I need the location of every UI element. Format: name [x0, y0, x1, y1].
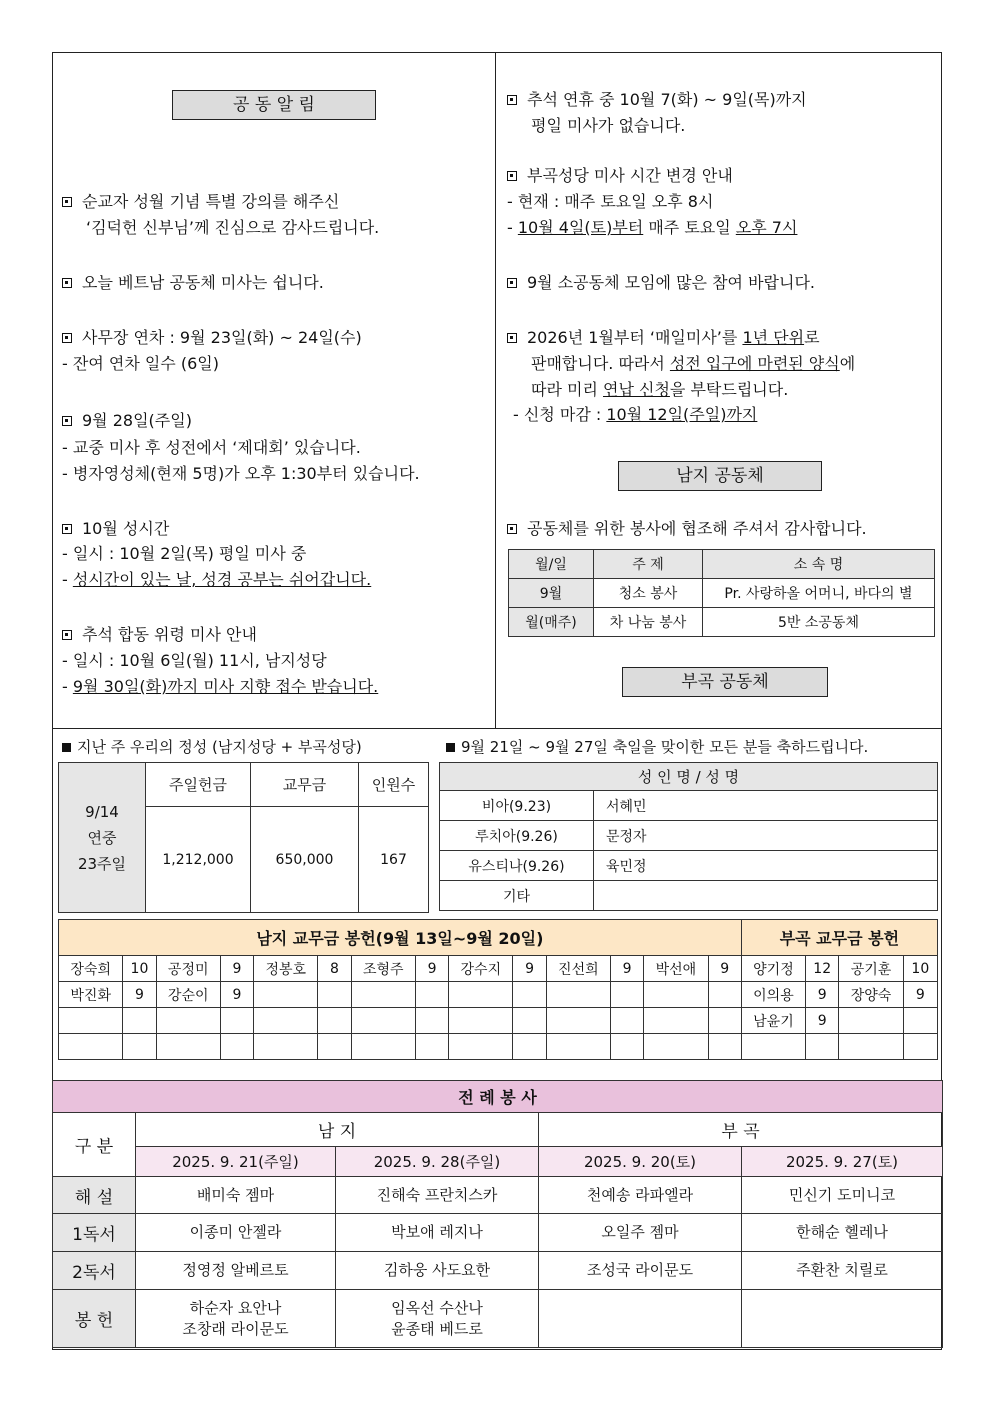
table-row: [440, 791, 938, 821]
dues-count: [611, 1034, 644, 1060]
liturgy-assignee: [336, 1214, 539, 1252]
bugok-dues-title: 부곡 교무금 봉헌: [741, 920, 937, 956]
table-row: [509, 579, 935, 608]
filled-square-icon: [446, 743, 455, 752]
section-divider: [52, 728, 942, 729]
offering-date: 9/14 연중 23주일: [59, 763, 146, 913]
liturgy-date: 2025. 9. 21(주일): [136, 1147, 336, 1177]
liturgy-assignee-name: 조창래 라이문도: [182, 1319, 289, 1338]
dues-count: 9: [123, 982, 156, 1008]
notice-sept28-sub1: - 교중 미사 후 성전에서 ‘제대회’ 있습니다.: [62, 438, 361, 457]
dues-count: 9: [220, 982, 253, 1008]
dues-name: [839, 1008, 903, 1034]
liturgy-assignee: [136, 1290, 336, 1348]
dues-count: 8: [318, 956, 351, 982]
liturgy-assignee-name: 정영정 알베르토: [182, 1261, 289, 1279]
liturgy-role-label: 1독서: [53, 1214, 136, 1252]
dues-count: [708, 1008, 741, 1034]
liturgy-role-label: 해 설: [53, 1177, 136, 1214]
table-row: [53, 1290, 943, 1348]
notice-requiem: 추석 합동 위령 미사 안내: [62, 625, 257, 645]
notice-leave: 사무장 연차 : 9월 23일(화) ~ 24일(수): [62, 328, 362, 348]
bugok-community-title: 부곡 공동체: [622, 667, 828, 697]
service-header-group: 소 속 명: [703, 550, 935, 579]
offering-table: [58, 762, 429, 913]
notice-sept28-sub2: - 병자영성체(현재 5명)가 오후 1:30부터 있습니다.: [62, 464, 420, 483]
dues-name: [644, 1008, 708, 1034]
service-header-date: 월/일: [509, 550, 594, 579]
liturgy-assignee-name: 한해순 헬레나: [796, 1223, 888, 1241]
dues-name: [644, 982, 708, 1008]
feast-header: 성 인 명 / 성 명: [440, 763, 938, 791]
liturgy-bugok-header: 부 곡: [539, 1113, 943, 1147]
liturgy-assignee-name: 민신기 도미니코: [788, 1185, 896, 1204]
dues-name: [741, 1034, 805, 1060]
notice-daily-missal-line3: 따라 미리 연납 신청을 부탁드립니다.: [531, 380, 789, 399]
offering-count-value: 167: [359, 807, 429, 913]
dues-name: [449, 982, 513, 1008]
dues-count: [903, 1008, 937, 1034]
liturgy-assignee-name: 주환찬 치릴로: [796, 1261, 888, 1279]
liturgy-date: 2025. 9. 20(토): [539, 1147, 742, 1177]
service-topic: 청소 봉사: [594, 579, 703, 608]
dues-count: [513, 1034, 546, 1060]
table-row: [440, 881, 938, 911]
dues-name: 장숙희: [59, 956, 123, 982]
dues-count: [513, 982, 546, 1008]
liturgy-title: 전 례 봉 사: [53, 1081, 943, 1113]
namji-thanks-note: 공동체를 위한 봉사에 협조해 주셔서 감사합니다.: [507, 519, 867, 539]
table-row: [440, 821, 938, 851]
square-bullet-icon: [62, 197, 72, 207]
liturgy-assignee: [136, 1252, 336, 1290]
liturgy-assignee: [539, 1252, 742, 1290]
dues-count: [806, 1034, 839, 1060]
liturgy-assignee: [336, 1252, 539, 1290]
liturgy-assignee: [539, 1290, 742, 1348]
liturgy-assignee: [136, 1214, 336, 1252]
liturgy-role-label: 2독서: [53, 1252, 136, 1290]
dues-count: [513, 1008, 546, 1034]
dues-count: [318, 1008, 351, 1034]
feast-heading: 9월 21일 ~ 9월 27일 축일을 맞이한 모든 분들 축하드립니다.: [446, 737, 868, 757]
liturgy-assignee-name: 배미숙 젬마: [196, 1185, 275, 1204]
dues-name: [351, 1008, 415, 1034]
liturgy-assignee-name: 윤종태 베드로: [391, 1319, 483, 1338]
dues-name: [254, 1008, 318, 1034]
table-row: [59, 956, 938, 982]
liturgy-table: [52, 1080, 943, 1348]
liturgy-assignee-name: 박보애 레지나: [391, 1223, 483, 1241]
dues-name: 남윤기: [741, 1008, 805, 1034]
filled-square-icon: [62, 743, 71, 752]
notice-holy-hour-sub1: - 일시 : 10월 2일(목) 평일 미사 중: [62, 544, 307, 563]
liturgy-assignee: [136, 1177, 336, 1214]
notice-chuseok-line2: 평일 미사가 없습니다.: [531, 116, 686, 135]
liturgy-assignee: [539, 1214, 742, 1252]
liturgy-assignee: [742, 1214, 943, 1252]
square-bullet-icon: [507, 333, 517, 343]
liturgy-assignee: [336, 1290, 539, 1348]
dues-name: 강수지: [449, 956, 513, 982]
notice-leave-sub: - 잔여 연차 일수 (6일): [62, 354, 219, 373]
dues-name: 장양숙: [839, 982, 903, 1008]
liturgy-assignee-name: 이종미 안젤라: [189, 1223, 282, 1241]
notice-daily-missal: 2026년 1월부터 ‘매일미사’를 1년 단위로: [507, 328, 820, 348]
liturgy-assignee-name: 천예송 라파엘라: [586, 1185, 694, 1204]
offering-sunday-value: 1,212,000: [146, 807, 251, 913]
dues-name: [351, 1034, 415, 1060]
square-bullet-icon: [62, 524, 72, 534]
feast-person: 육민정: [594, 851, 938, 881]
service-group: Pr. 사랑하올 어머니, 바다의 별: [703, 579, 935, 608]
table-row: [53, 1177, 943, 1214]
liturgy-assignee-name: 김하웅 사도요한: [383, 1261, 491, 1279]
dues-name: 강순이: [156, 982, 220, 1008]
dues-count: [708, 982, 741, 1008]
dues-count: 10: [903, 956, 937, 982]
dues-count: 9: [611, 956, 644, 982]
liturgy-assignee: [742, 1252, 943, 1290]
offering-dues-value: 650,000: [251, 807, 359, 913]
liturgy-assignee: [742, 1177, 943, 1214]
table-row: [509, 608, 935, 637]
dues-count: [123, 1034, 156, 1060]
feast-saint: 기타: [440, 881, 594, 911]
notice-vietnam: 오늘 베트남 공동체 미사는 쉽니다.: [62, 273, 324, 293]
dues-count: 10: [123, 956, 156, 982]
table-row: [53, 1214, 943, 1252]
namji-dues-title: 남지 교무금 봉헌(9월 13일~9월 20일): [59, 920, 742, 956]
service-date: 9월: [509, 579, 594, 608]
feast-saint: 비아(9.23): [440, 791, 594, 821]
dues-name: [254, 982, 318, 1008]
notice-daily-missal-deadline: - 신청 마감 : 10월 12일(주일)까지: [513, 405, 758, 424]
dues-count: [318, 982, 351, 1008]
feast-saint: 유스티나(9.26): [440, 851, 594, 881]
dues-count: 9: [806, 982, 839, 1008]
liturgy-date: 2025. 9. 27(토): [742, 1147, 943, 1177]
liturgy-assignee: [539, 1177, 742, 1214]
liturgy-assignee-name: 하순자 요안나: [189, 1298, 282, 1317]
dues-name: 양기정: [741, 956, 805, 982]
notice-lecture-line2: ‘김덕헌 신부님’께 진심으로 감사드립니다.: [86, 218, 380, 237]
offering-heading: 지난 주 우리의 정성 (남지성당 + 부곡성당): [62, 737, 362, 757]
notice-sept28: 9월 28일(주일): [62, 411, 192, 431]
notice-lecture: 순교자 성월 기념 특별 강의를 해주신: [62, 192, 339, 212]
liturgy-assignee-name: 진해숙 프란치스카: [376, 1185, 498, 1204]
notice-daily-missal-line2: 판매합니다. 따라서 성전 입구에 마련된 양식에: [531, 354, 856, 373]
dues-name: [546, 1008, 610, 1034]
feast-table: [439, 762, 938, 911]
square-bullet-icon: [507, 95, 517, 105]
dues-name: 박선애: [644, 956, 708, 982]
liturgy-role-label: 봉 헌: [53, 1290, 136, 1348]
dues-name: 공정미: [156, 956, 220, 982]
notice-bugok-mass-sub1: - 현재 : 매주 토요일 오후 8시: [507, 192, 714, 211]
dues-name: [839, 1034, 903, 1060]
liturgy-namji-header: 남 지: [136, 1113, 539, 1147]
square-bullet-icon: [62, 278, 72, 288]
dues-count: [611, 1008, 644, 1034]
liturgy-assignee-name: 오일주 젬마: [601, 1223, 679, 1241]
liturgy-assignee: [336, 1177, 539, 1214]
dues-count: 9: [806, 1008, 839, 1034]
column-divider: [495, 52, 496, 728]
table-row: [59, 1034, 938, 1060]
notice-chuseok: 추석 연휴 중 10월 7(화) ~ 9일(목)까지: [507, 90, 807, 110]
dues-name: 조형주: [351, 956, 415, 982]
table-row: [59, 1008, 938, 1034]
dues-name: 이의용: [741, 982, 805, 1008]
dues-name: [351, 982, 415, 1008]
square-bullet-icon: [507, 524, 517, 534]
dues-name: [254, 1034, 318, 1060]
common-notice-title: 공 동 알 림: [172, 90, 376, 120]
dues-count: [415, 1034, 448, 1060]
dues-count: 9: [220, 956, 253, 982]
service-date: 월(매주): [509, 608, 594, 637]
service-header-topic: 주 제: [594, 550, 703, 579]
liturgy-assignee-name: 임옥선 수산나: [391, 1298, 483, 1317]
table-row: [440, 851, 938, 881]
dues-count: [220, 1034, 253, 1060]
table-row: [53, 1252, 943, 1290]
dues-count: [708, 1034, 741, 1060]
dues-count: [220, 1008, 253, 1034]
notice-small-community: 9월 소공동체 모임에 많은 참여 바랍니다.: [507, 273, 815, 293]
offering-header-count: 인원수: [359, 763, 429, 807]
square-bullet-icon: [62, 333, 72, 343]
liturgy-gubun: 구 분: [53, 1113, 136, 1177]
service-topic: 차 나눔 봉사: [594, 608, 703, 637]
dues-count: [903, 1034, 937, 1060]
feast-saint: 루치아(9.26): [440, 821, 594, 851]
dues-name: [449, 1034, 513, 1060]
notice-requiem-sub1: - 일시 : 10월 6일(월) 11시, 남지성당: [62, 651, 327, 670]
feast-person: 서혜민: [594, 791, 938, 821]
dues-name: 진선희: [546, 956, 610, 982]
liturgy-assignee: [742, 1290, 943, 1348]
notice-requiem-sub2: - 9월 30일(화)까지 미사 지향 접수 받습니다.: [62, 677, 379, 696]
dues-count: 9: [708, 956, 741, 982]
service-table: [508, 549, 935, 637]
liturgy-assignee-name: 조성국 라이문도: [586, 1261, 694, 1279]
namji-community-title: 남지 공동체: [618, 461, 822, 491]
dues-count: 12: [806, 956, 839, 982]
feast-person: [594, 881, 938, 911]
dues-name: 박진화: [59, 982, 123, 1008]
square-bullet-icon: [507, 278, 517, 288]
dues-count: [318, 1034, 351, 1060]
dues-name: [546, 982, 610, 1008]
dues-count: 9: [513, 956, 546, 982]
dues-name: [156, 1008, 220, 1034]
square-bullet-icon: [62, 630, 72, 640]
table-row: [59, 982, 938, 1008]
dues-name: [546, 1034, 610, 1060]
dues-count: [611, 982, 644, 1008]
notice-bugok-mass-sub2: - 10월 4일(토)부터 매주 토요일 오후 7시: [507, 218, 798, 237]
offering-header-dues: 교무금: [251, 763, 359, 807]
dues-count: 9: [415, 956, 448, 982]
service-group: 5반 소공동체: [703, 608, 935, 637]
dues-name: [59, 1034, 123, 1060]
dues-name: 정봉호: [254, 956, 318, 982]
feast-person: 문정자: [594, 821, 938, 851]
dues-name: [59, 1008, 123, 1034]
notice-bugok-mass: 부곡성당 미사 시간 변경 안내: [507, 166, 733, 186]
dues-name: [156, 1034, 220, 1060]
offering-header-sunday: 주일헌금: [146, 763, 251, 807]
dues-name: 공기훈: [839, 956, 903, 982]
square-bullet-icon: [507, 171, 517, 181]
dues-count: [415, 1008, 448, 1034]
dues-table: [58, 919, 938, 1060]
dues-count: [123, 1008, 156, 1034]
dues-count: [415, 982, 448, 1008]
notice-holy-hour: 10월 성시간: [62, 519, 169, 539]
dues-name: [449, 1008, 513, 1034]
notice-holy-hour-sub2: - 성시간이 있는 날, 성경 공부는 쉬어갑니다.: [62, 570, 372, 589]
liturgy-date: 2025. 9. 28(주일): [336, 1147, 539, 1177]
square-bullet-icon: [62, 416, 72, 426]
dues-name: [644, 1034, 708, 1060]
dues-count: 9: [903, 982, 937, 1008]
